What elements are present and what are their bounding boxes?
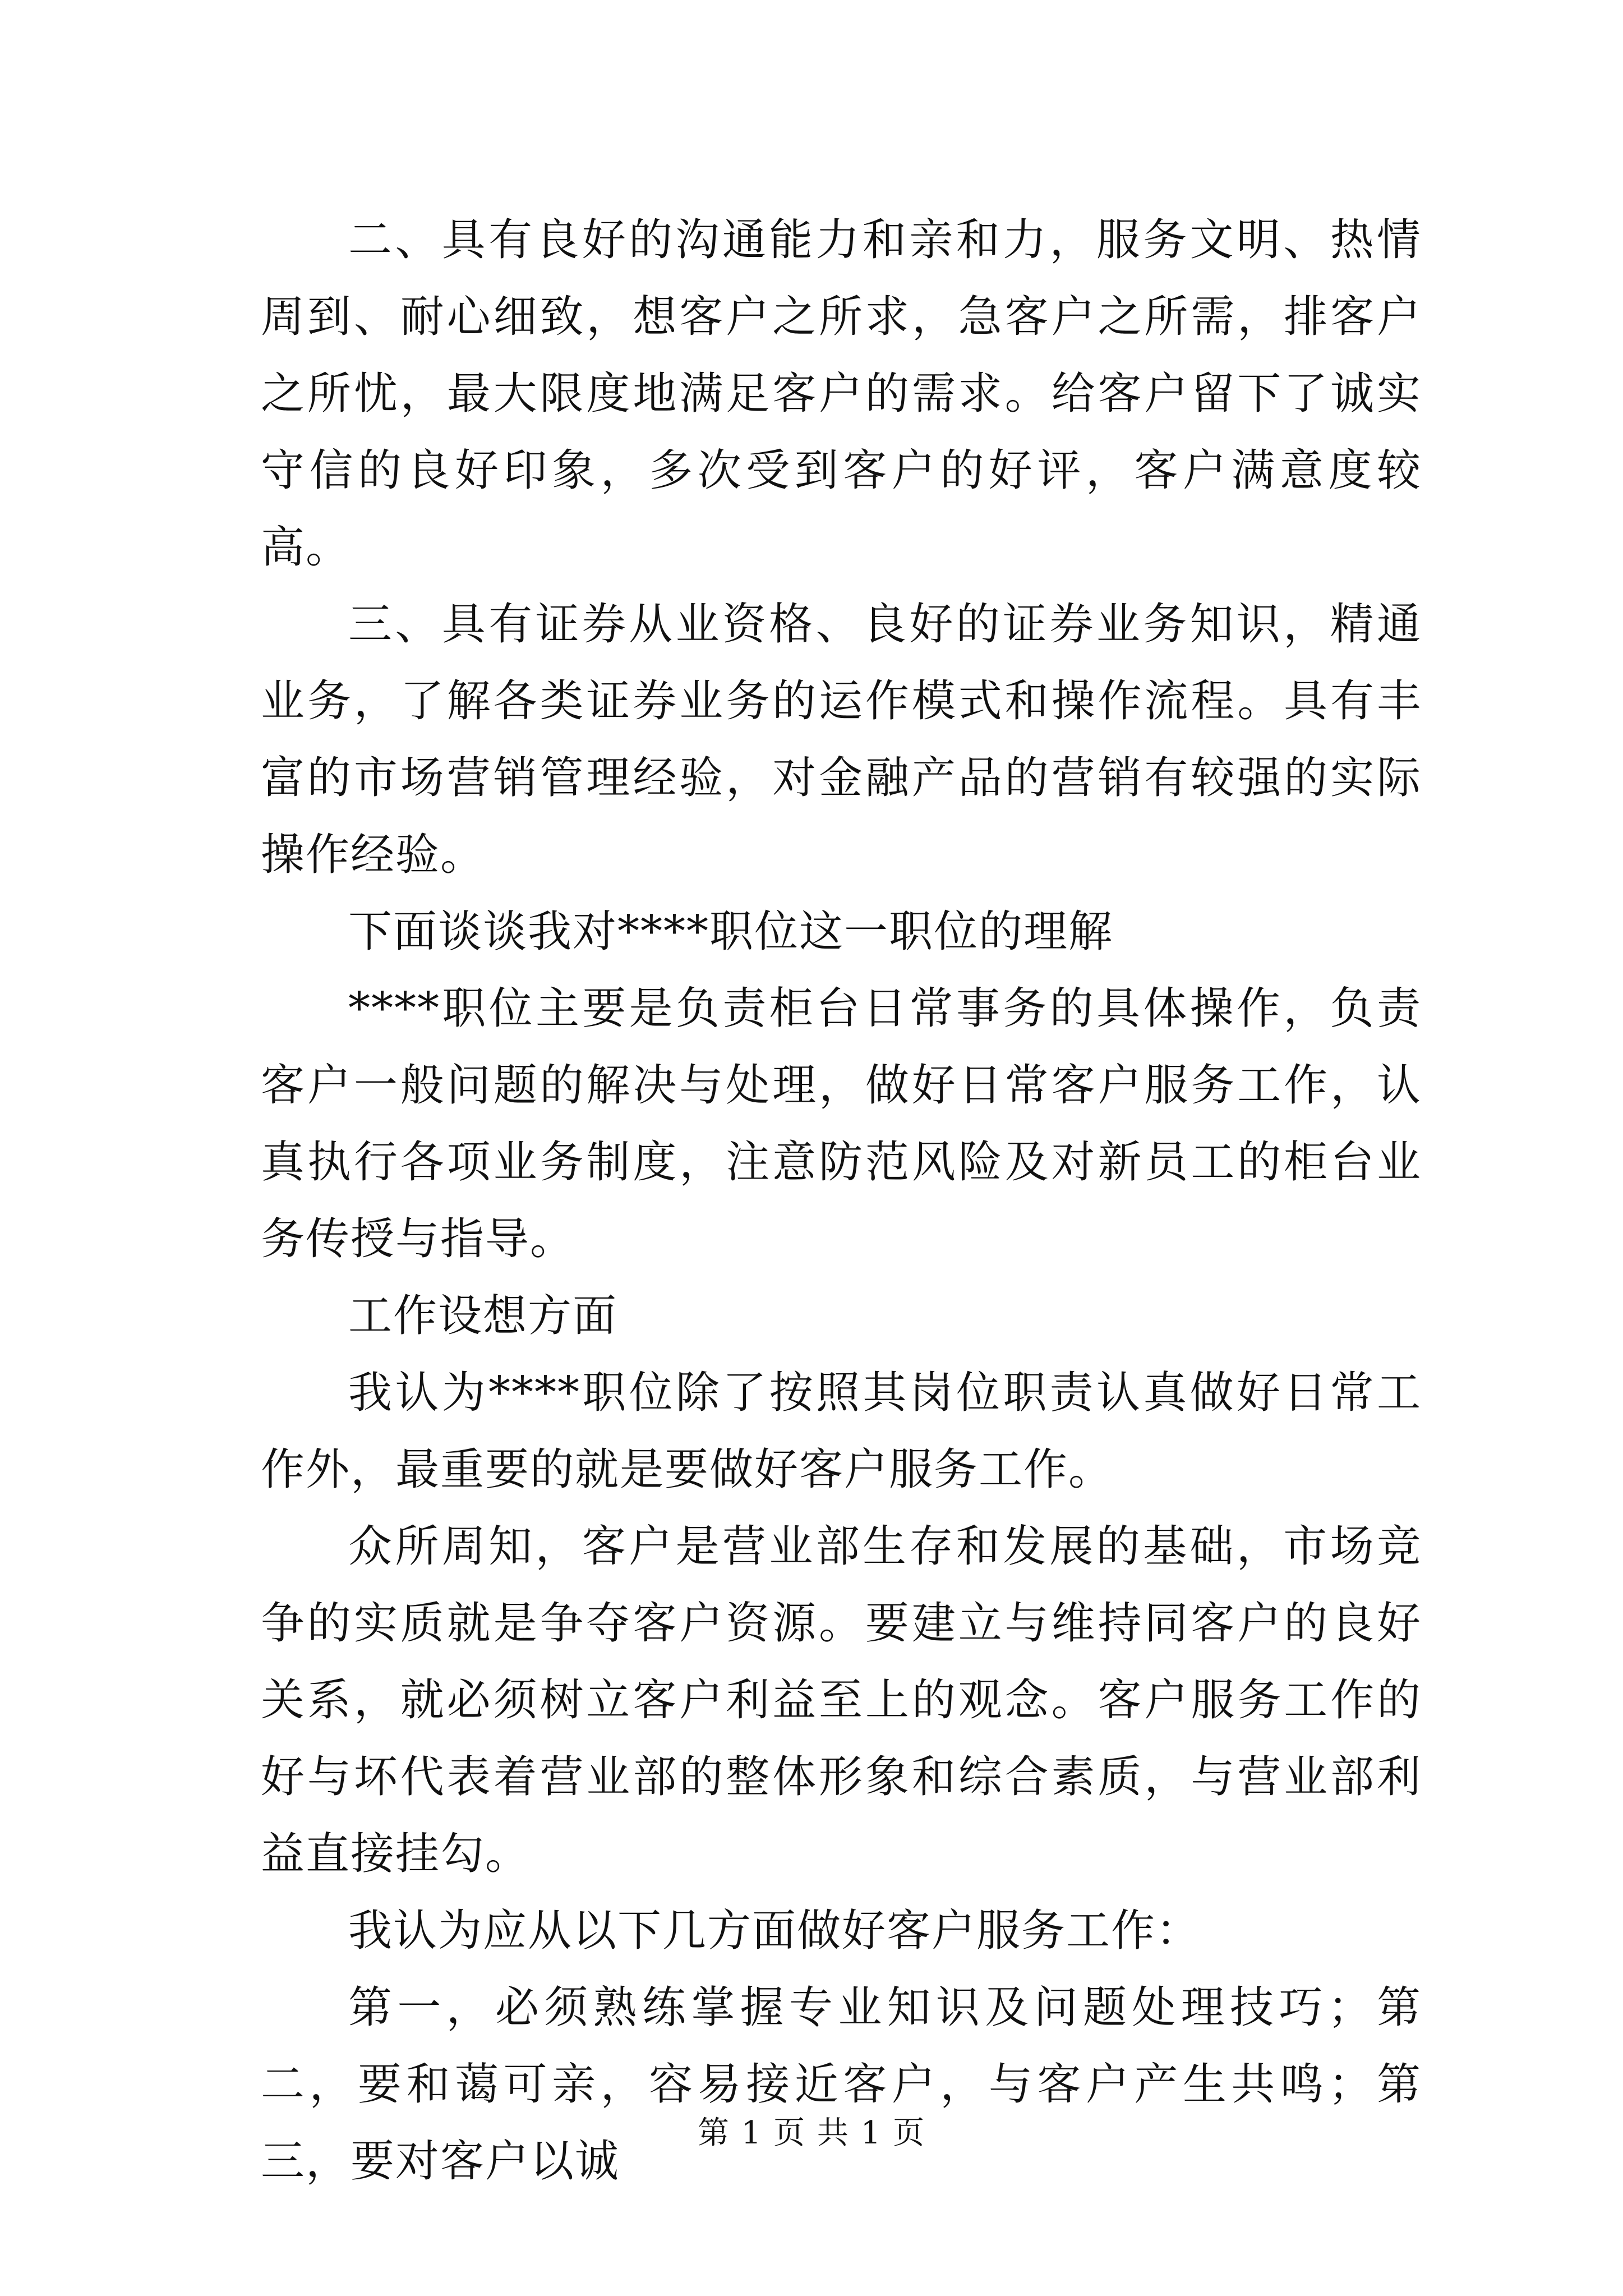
paragraph-customer-importance: 众所周知，客户是营业部生存和发展的基础，市场竞争的实质就是争夺客户资源。要建立与维持同客户的良好关系，就必须树立客户利益至上的观念。客户服务工作的好与坏代表着营业部的整体形象和综合素质，与营业部利益直接挂勾。 [261,1521,1422,1879]
page-number-footer: 第 1 页 共 1 页 [697,2115,926,2151]
paragraph-work-plan-heading: 工作设想方面 [348,1291,618,1341]
paragraph-customer-service-priority: 我认为****职位除了按照其岗位职责认真做好日常工作外，最重要的就是要做好客户服务工作。 [261,1368,1422,1495]
paragraph-position-duties: ****职位主要是负责柜台日常事务的具体操作，负责客户一般问题的解决与处理，做好日常客户服务工作，认真执行各项业务制度，注意防范风险及对新员工的柜台业务传授与指导。 [261,983,1422,1264]
paragraph-service-aspects-intro: 我认为应从以下几方面做好客户服务工作： [348,1906,1201,1956]
paragraph-service-aspects-list: 第一，必须熟练掌握专业知识及问题处理技巧；第二，要和蔼可亲，容易接近客户，与客户产生共鸣；第三，要对客户以诚 [261,1982,1422,2187]
paragraph-qualification-communication: 二、具有良好的沟通能力和亲和力，服务文明、热情周到、耐心细致，想客户之所求，急客户之所需，排客户之所忧，最大限度地满足客户的需求。给客户留下了诚实守信的良好印象，多次受到客户的好评，客户满意度较高。 [261,215,1422,573]
paragraph-qualification-securities: 三、具有证券从业资格、良好的证券业务知识，精通业务，了解各类证券业务的运作模式和操作流程。具有丰富的市场营销管理经验，对金融产品的营销有较强的实际操作经验。 [261,599,1422,880]
document-body [261,202,1422,2200]
paragraph-position-understanding-heading: 下面谈谈我对****职位这一职位的理解 [348,907,1114,957]
